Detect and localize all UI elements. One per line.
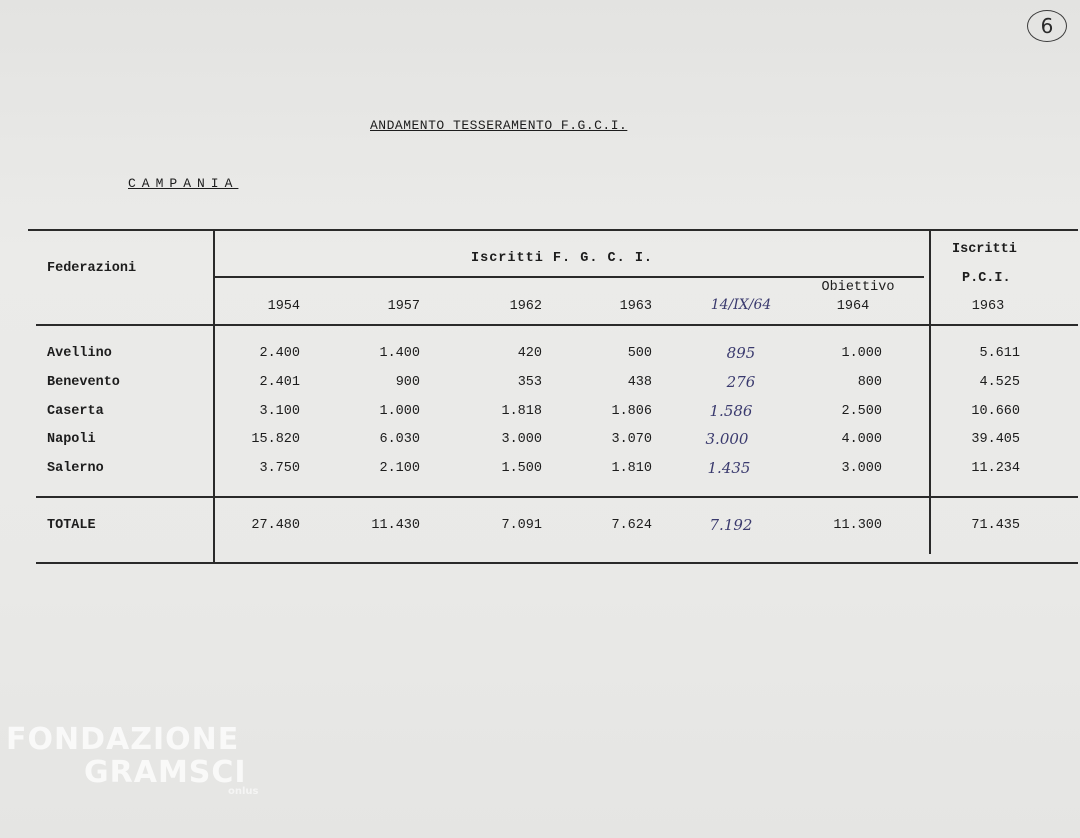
cell-1964-handwritten: 3.000 xyxy=(705,430,749,448)
cell-1954: 3.750 xyxy=(259,461,300,476)
cell-1957: 1.000 xyxy=(379,404,420,419)
header-pci-label: P.C.I. xyxy=(962,271,1011,286)
header-year-1963: 1963 xyxy=(619,299,652,314)
header-iscritti-fgci: Iscritti F. G. C. I. xyxy=(471,251,654,266)
watermark-line3: onlus xyxy=(228,786,259,797)
table-bottom-rule xyxy=(36,562,1078,564)
cell-obiettivo: 800 xyxy=(857,375,882,390)
header-pci-year: 1963 xyxy=(971,299,1005,314)
page-number: 6 xyxy=(1027,10,1067,42)
cell-1957: 1.400 xyxy=(379,346,420,361)
cell-1954: 2.401 xyxy=(259,375,300,390)
cell-1963: 438 xyxy=(627,375,652,390)
total-obiettivo: 11.300 xyxy=(833,518,882,533)
cell-1962: 1.818 xyxy=(501,404,542,419)
document-title: ANDAMENTO TESSERAMENTO F.G.C.I. xyxy=(370,118,628,133)
cell-1954: 2.400 xyxy=(259,346,300,361)
federazione-name: Napoli xyxy=(47,432,96,447)
cell-1963: 1.806 xyxy=(611,404,652,419)
cell-1963: 1.810 xyxy=(611,461,652,476)
cell-1962: 420 xyxy=(517,346,542,361)
federazione-name: Caserta xyxy=(47,404,104,419)
header-obiettivo-year: 1964 xyxy=(836,299,870,314)
total-1964-handwritten: 7.192 xyxy=(709,516,753,534)
header-iscritti-pci: Iscritti xyxy=(952,242,1017,257)
cell-1957: 2.100 xyxy=(379,461,420,476)
header-year-1962: 1962 xyxy=(509,299,542,314)
cell-obiettivo: 2.500 xyxy=(841,404,882,419)
federazione-name: Avellino xyxy=(47,346,112,361)
cell-1954: 15.820 xyxy=(251,432,300,447)
total-1954: 27.480 xyxy=(251,518,300,533)
watermark-line2: GRAMSCI xyxy=(84,755,247,790)
watermark-line1: FONDAZIONE xyxy=(6,722,240,757)
header-obiettivo: Obiettivo xyxy=(821,280,895,295)
cell-1954: 3.100 xyxy=(259,404,300,419)
table-top-rule xyxy=(28,229,1078,231)
total-1962: 7.091 xyxy=(501,518,542,533)
cell-1957: 6.030 xyxy=(379,432,420,447)
cell-1963: 3.070 xyxy=(611,432,652,447)
column-rule-left xyxy=(213,229,215,564)
cell-1964-handwritten: 895 xyxy=(726,344,756,362)
cell-pci: 4.525 xyxy=(979,375,1020,390)
cell-1962: 1.500 xyxy=(501,461,542,476)
cell-obiettivo: 1.000 xyxy=(841,346,882,361)
cell-1964-handwritten: 276 xyxy=(726,373,756,391)
header-year-1964-handwritten: 14/IX/64 xyxy=(710,297,772,313)
cell-pci: 10.660 xyxy=(971,404,1020,419)
cell-1964-handwritten: 1.586 xyxy=(709,402,753,420)
total-pci: 71.435 xyxy=(971,518,1020,533)
cell-1963: 500 xyxy=(627,346,652,361)
total-1957: 11.430 xyxy=(371,518,420,533)
cell-1964-handwritten: 1.435 xyxy=(707,459,751,477)
header-divider-rule xyxy=(214,276,924,278)
cell-obiettivo: 4.000 xyxy=(841,432,882,447)
header-year-1954: 1954 xyxy=(267,299,300,314)
cell-pci: 11.234 xyxy=(971,461,1020,476)
cell-obiettivo: 3.000 xyxy=(841,461,882,476)
federazione-name: Salerno xyxy=(47,461,104,476)
header-bottom-rule xyxy=(36,324,1078,326)
cell-1962: 353 xyxy=(517,375,542,390)
cell-pci: 39.405 xyxy=(971,432,1020,447)
cell-1962: 3.000 xyxy=(501,432,542,447)
region-title: CAMPANIA xyxy=(128,176,239,191)
column-rule-right xyxy=(929,229,931,554)
fondazione-gramsci-watermark xyxy=(6,722,259,797)
cell-1957: 900 xyxy=(395,375,420,390)
header-federazioni: Federazioni xyxy=(47,261,137,276)
cell-pci: 5.611 xyxy=(979,346,1020,361)
total-1963: 7.624 xyxy=(611,518,652,533)
total-top-rule xyxy=(36,496,1078,498)
federazione-name: Benevento xyxy=(47,375,120,390)
total-label: TOTALE xyxy=(47,518,96,533)
header-year-1957: 1957 xyxy=(387,299,420,314)
